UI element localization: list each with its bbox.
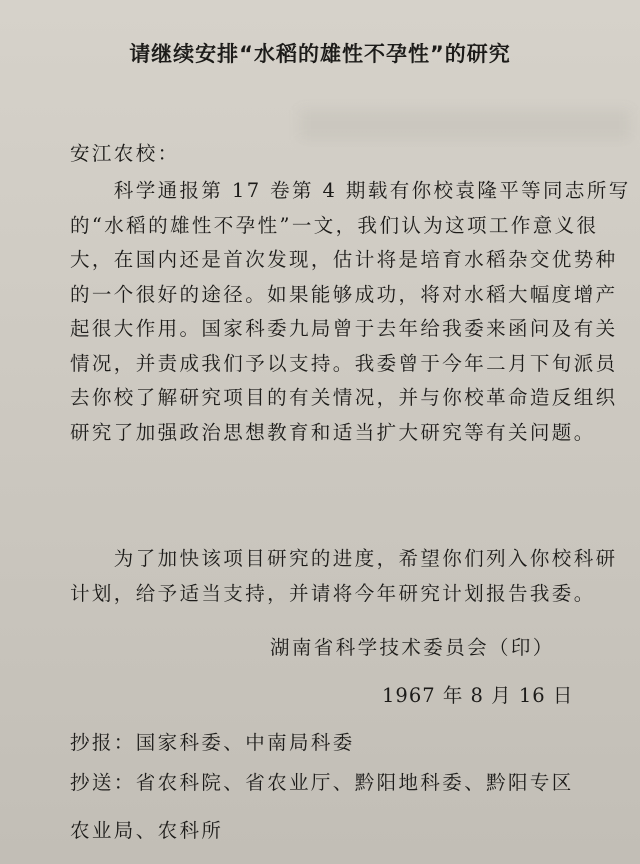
paragraph-line: 情况，并责成我们予以支持。我委曾于今年二月下旬派员 [70, 351, 618, 375]
paragraph-line: 研究了加强政治思想教育和适当扩大研究等有关问题。 [70, 420, 596, 444]
paragraph-line: 起很大作用。国家科委九局曾于去年给我委来函问及有关 [70, 317, 618, 340]
body-paragraph-1 [70, 174, 631, 450]
signature-organization: 湖南省科学技术委员会（印） [270, 636, 555, 659]
cc-send-line-continued: 农业局、农科所 [70, 819, 224, 842]
cc-report-line: 抄报：国家科委、中南局科委 [70, 731, 355, 754]
cc-send-line: 抄送：省农科院、省农业厅、黔阳地科委、黔阳专区 [70, 771, 574, 794]
paragraph-line: 的一个很好的途径。如果能够成功，将对水稻大幅度增产 [70, 282, 618, 306]
paragraph-line: 科学通报第 17 卷第 4 期载有你校袁隆平等同志所写 [70, 179, 631, 202]
document-date: 1967 年 8 月 16 日 [382, 684, 574, 707]
paragraph-line: 去你校了解研究项目的有关情况，并与你校革命造反组织 [70, 386, 618, 409]
paragraph-line: 大，在国内还是首次发现，估计将是培育水稻杂交优势种 [70, 248, 618, 271]
paragraph-line: 为了加快该项目研究的进度，希望你们列入你校科研 [70, 547, 618, 570]
document-title: 请继续安排“水稻的雄性不孕性”的研究 [129, 42, 511, 66]
salutation: 安江农校： [70, 142, 180, 165]
body-paragraph-2 [70, 542, 618, 611]
paragraph-line: 计划，给予适当支持，并请将今年研究计划报告我委。 [70, 581, 596, 605]
paragraph-line: 的“水稻的雄性不孕性”一文，我们认为这项工作意义很 [70, 213, 599, 237]
